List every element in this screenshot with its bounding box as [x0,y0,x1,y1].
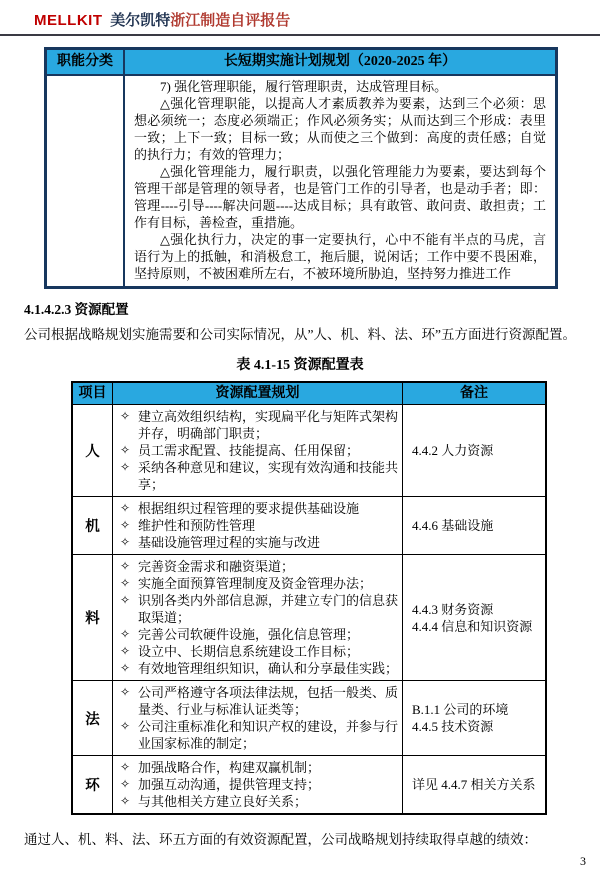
list-item [120,643,398,660]
list-item [120,459,398,493]
diamond-bullet-icon: ✧ [120,777,131,791]
resource-header-plan: 资源配置规划 [113,382,403,405]
diamond-bullet-icon: ✧ [120,719,131,733]
list-item [120,534,398,551]
company-logo: MELLKIT [34,12,103,29]
note-line: 详见 4.4.7 相关方关系 [412,777,536,792]
table-row [72,756,546,815]
list-item-text: 设立中、长期信息系统建设工作目标； [138,644,360,659]
diamond-bullet-icon: ✧ [120,794,131,808]
page-header [34,9,580,30]
list-item [120,592,398,626]
implementation-plan-table [44,47,558,289]
list-item-text: 完善公司软硬件设施，强化信息管理； [138,627,360,642]
row-items [113,405,403,497]
plan-table-body-row [46,75,557,288]
diamond-bullet-icon: ✧ [120,760,131,774]
diamond-bullet-icon: ✧ [120,685,131,699]
diamond-bullet-icon: ✧ [120,644,131,658]
diamond-bullet-icon: ✧ [120,661,131,675]
list-item-text: 实施全面预算管理制度及资金管理办法； [138,576,373,591]
list-item-text: 公司严格遵守各项法律法规，包括一般类、质量类、行业与标准认证类等； [138,685,399,717]
list-item-text: 与其他相关方建立良好关系； [138,794,308,809]
resource-table-header-row [72,382,546,405]
header-divider [0,34,600,36]
list-item [120,626,398,643]
plan-content-cell [124,75,557,288]
plan-header-title: 长短期实施计划规划（2020-2025 年） [124,49,557,76]
row-label: 料 [72,555,113,681]
list-item-text: 公司注重标准化和知识产权的建设，并参与行业国家标准的制定； [138,719,399,751]
resource-table-caption: 表 4.1-15 资源配置表 [236,358,364,373]
diamond-bullet-icon: ✧ [120,460,131,474]
list-item [120,684,398,718]
plan-paragraph: 7) 强化管理职能，履行管理职责，达成管理目标。 [160,79,448,94]
list-item [120,442,398,459]
list-item-text: 加强战略合作，构建双赢机制； [138,760,321,775]
diamond-bullet-icon: ✧ [120,501,131,515]
row-note [403,555,547,681]
report-title-company: 美尔凯特 [110,13,171,29]
diamond-bullet-icon: ✧ [120,559,131,573]
diamond-bullet-icon: ✧ [120,409,131,423]
note-line: B.1.1 公司的环境 [412,702,509,717]
note-line: 4.4.3 财务资源 [412,601,494,617]
table-row [72,555,546,681]
diamond-bullet-icon: ✧ [120,518,131,532]
list-item-text: 维护性和预防性管理 [138,518,256,533]
list-item [120,517,398,534]
note-line: 4.4.6 基础设施 [412,518,494,533]
list-item [120,408,398,442]
diamond-bullet-icon: ✧ [120,576,131,590]
list-item-text: 完善资金需求和融资渠道； [138,559,295,574]
plan-paragraph: △强化执行力，决定的事一定要执行，心中不能有半点的马虎，言语行为上的抵触，和消极怠工，拖后腿，说闲话；工作中要不畏困难，坚持原则，不被困难所左右，不被环境所胁迫，坚持努力推进工作 [134,232,546,281]
list-item-text: 建立高效组织结构，实现扁平化与矩阵式架构并存，明确部门职责； [138,409,399,441]
list-item-text: 基础设施管理过程的实施与改进 [138,535,321,550]
row-items [113,497,403,555]
plan-paragraph: △强化管理职能，以提高人才素质教养为要素，达到三个必须：思想必须统一；态度必须端正；作风必须务实；从而达到三个形成：表里一致；上下一致；目标一致；从而使之三个做到：高度的责任感；自觉的执行力；有效的管理力； [134,96,546,162]
table-row [72,497,546,555]
diamond-bullet-icon: ✧ [120,627,131,641]
list-item [120,759,398,776]
row-label: 机 [72,497,113,555]
note-line: 4.4.5 技术资源 [412,719,494,734]
plan-header-category: 职能分类 [46,49,125,76]
row-note [403,756,547,815]
row-label: 环 [72,756,113,815]
diamond-bullet-icon: ✧ [120,443,131,457]
diamond-bullet-icon: ✧ [120,593,131,607]
list-item-text: 加强互动沟通，提供管理支持； [138,777,321,792]
row-label: 人 [72,405,113,497]
report-title-doc: 浙江制造自评报告 [170,13,291,29]
row-note [403,681,547,756]
table-row [72,681,546,756]
note-line: 4.4.2 人力资源 [412,443,494,458]
plan-paragraph: △强化管理能力，履行职责，以强化管理能力为要素，要达到每个管理干部是管理的领导者，也是管门工作的引导者，也是动手者；即：管理----引导----解决问题----达成目标；具有敢管、敢问责、敢担责；工作有目标，善检查，重措施。 [134,164,546,230]
list-item-text: 员工需求配置、技能提高、任用保留； [138,443,360,458]
list-item [120,776,398,793]
resource-header-note: 备注 [403,382,547,405]
list-item [120,793,398,810]
table-row [72,405,546,497]
resource-header-item: 项目 [72,382,113,405]
list-item [120,660,398,677]
page-number: 3 [580,854,586,868]
list-item-text: 根据组织过程管理的要求提供基础设施 [138,501,360,516]
list-item-text: 采纳各种意见和建议，实现有效沟通和技能共享； [138,460,399,492]
section-heading: 4.1.4.2.3 资源配置 [24,302,129,317]
list-item-text: 识别各类内外部信息源，并建立专门的信息获取渠道； [138,593,399,625]
list-item [120,558,398,575]
row-items [113,681,403,756]
section-intro-paragraph: 公司根据战略规划实施需要和公司实际情况，从”人、机、料、法、环”五方面进行资源配置。 [24,327,576,342]
row-items [113,555,403,681]
plan-category-cell [46,75,125,288]
row-note [403,497,547,555]
list-item [120,575,398,592]
closing-paragraph: 通过人、机、料、法、环五方面的有效资源配置，公司战略规划持续取得卓越的绩效： [24,832,537,847]
row-note [403,405,547,497]
document-page [0,9,600,868]
row-label: 法 [72,681,113,756]
diamond-bullet-icon: ✧ [120,535,131,549]
note-line: 4.4.4 信息和知识资源 [412,618,533,634]
row-items [113,756,403,815]
list-item [120,500,398,517]
resource-allocation-table [71,381,547,815]
plan-table-header-row [46,49,557,76]
list-item-text: 有效地管理组织知识，确认和分享最佳实践； [138,661,399,676]
list-item [120,718,398,752]
